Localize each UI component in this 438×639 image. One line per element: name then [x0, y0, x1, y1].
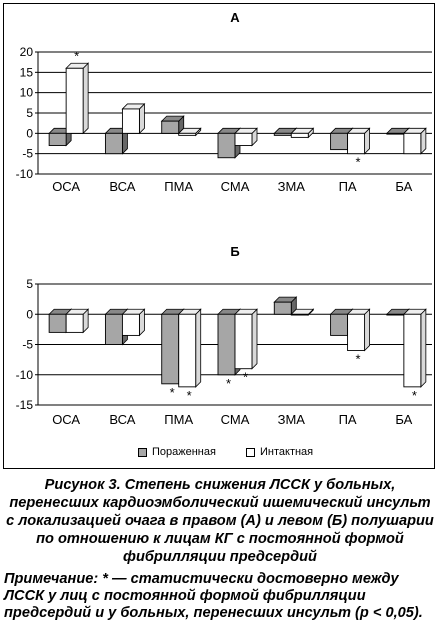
bar-b-intact-2-side — [196, 309, 201, 387]
bar-b-affected-5 — [331, 314, 348, 335]
significance-marker-a-1: * — [355, 154, 361, 170]
legend-swatch-intact — [246, 448, 255, 457]
category-label-b-5: ПА — [338, 412, 357, 427]
category-label-b-4: ЗМА — [277, 412, 305, 427]
bar-b-affected-3 — [218, 314, 235, 375]
legend-swatch-affected — [138, 448, 147, 457]
bar-a-intact-0-side — [83, 63, 88, 133]
bar-a-intact-3 — [235, 133, 252, 145]
category-label-a-5: ПА — [338, 179, 357, 194]
bar-b-intact-0 — [66, 314, 83, 332]
bar-a-intact-5 — [348, 133, 365, 153]
y-tick-label-b: 5 — [26, 277, 33, 291]
significance-marker-b-2: * — [225, 375, 232, 391]
category-label-a-0: ОСА — [52, 179, 81, 194]
bar-a-intact-4 — [291, 133, 308, 137]
bar-b-intact-1 — [122, 314, 139, 335]
figure-caption: Рисунок 3. Степень снижения ЛССК у больных, перенесших кардиоэмболический ишемический инсульт с локализацией очага в правом (А) и левом (Б) полушарии по отношению к лицам КГ с постоянной формой фибрилляции предсердий — [6, 477, 434, 565]
bar-b-affected-0 — [49, 314, 66, 332]
bar-b-affected-4 — [274, 302, 291, 314]
bar-b-intact-6-side — [421, 309, 426, 387]
chart-title-a: А — [230, 10, 240, 25]
legend-label-intact: Интактная — [260, 446, 314, 458]
y-tick-label-b: -10 — [15, 367, 33, 382]
y-tick-label-b: -15 — [15, 398, 33, 412]
y-tick-label-a: 15 — [19, 65, 33, 80]
category-label-a-1: ВСА — [109, 179, 136, 194]
chart-title-b: Б — [230, 244, 240, 259]
significance-marker-b-3: * — [242, 369, 249, 385]
bar-b-intact-2 — [179, 314, 196, 387]
significance-marker-b-5: * — [411, 387, 417, 403]
bar-b-affected-6 — [387, 314, 404, 315]
y-tick-label-a: 5 — [26, 106, 33, 120]
bar-b-intact-5-side — [365, 309, 370, 350]
category-label-a-6: БА — [395, 179, 413, 194]
y-tick-label-b: -5 — [22, 337, 33, 352]
bar-b-intact-4 — [291, 314, 308, 315]
bar-b-affected-1 — [105, 314, 122, 344]
category-label-b-2: ПМА — [164, 412, 194, 427]
bar-b-intact-3-side — [252, 309, 257, 368]
y-tick-label-a: -5 — [22, 146, 33, 161]
bar-a-intact-2 — [179, 133, 196, 135]
figure-note: Примечание: * — статистически достоверно между ЛССК у лиц с постоянной формой фибрилляции предсердий и у больных, перенесших инсульт (p < 0,05). — [4, 571, 423, 621]
significance-marker-b-0: * — [169, 384, 175, 400]
bar-b-intact-3 — [235, 314, 252, 368]
bar-b-affected-2 — [162, 314, 179, 384]
legend-label-affected: Пораженная — [152, 446, 216, 458]
category-label-b-1: ВСА — [109, 412, 136, 427]
bar-a-affected-0 — [49, 133, 66, 145]
significance-marker-a-0: * — [74, 48, 80, 64]
bar-a-affected-6 — [387, 133, 404, 134]
y-tick-label-a: 20 — [19, 45, 33, 59]
y-tick-label-b: 0 — [26, 307, 33, 322]
charts-svg — [4, 4, 436, 470]
legend-item-affected — [138, 446, 216, 458]
category-label-b-3: СМА — [220, 412, 250, 427]
y-tick-label-a: 10 — [19, 85, 33, 100]
y-tick-label-a: 0 — [26, 126, 33, 141]
category-label-a-3: СМА — [220, 179, 250, 194]
category-label-a-4: ЗМА — [277, 179, 305, 194]
bar-a-affected-3 — [218, 133, 235, 157]
category-label-b-6: БА — [395, 412, 413, 427]
bar-a-affected-4 — [274, 133, 291, 135]
bar-a-affected-2 — [162, 121, 179, 133]
bar-a-intact-6 — [404, 133, 421, 153]
bar-a-intact-1 — [122, 109, 139, 133]
y-tick-label-a: -10 — [15, 167, 33, 181]
category-label-b-0: ОСА — [52, 412, 81, 427]
bar-b-intact-5 — [348, 314, 365, 350]
bar-a-intact-0 — [66, 68, 83, 133]
bar-b-intact-6 — [404, 314, 421, 387]
significance-marker-b-1: * — [186, 387, 192, 403]
significance-marker-b-4: * — [355, 351, 361, 367]
bar-a-affected-5 — [331, 133, 348, 149]
category-label-a-2: ПМА — [164, 179, 194, 194]
legend-item-intact — [246, 446, 313, 458]
figure-frame — [3, 3, 435, 469]
bar-a-affected-1 — [105, 133, 122, 153]
